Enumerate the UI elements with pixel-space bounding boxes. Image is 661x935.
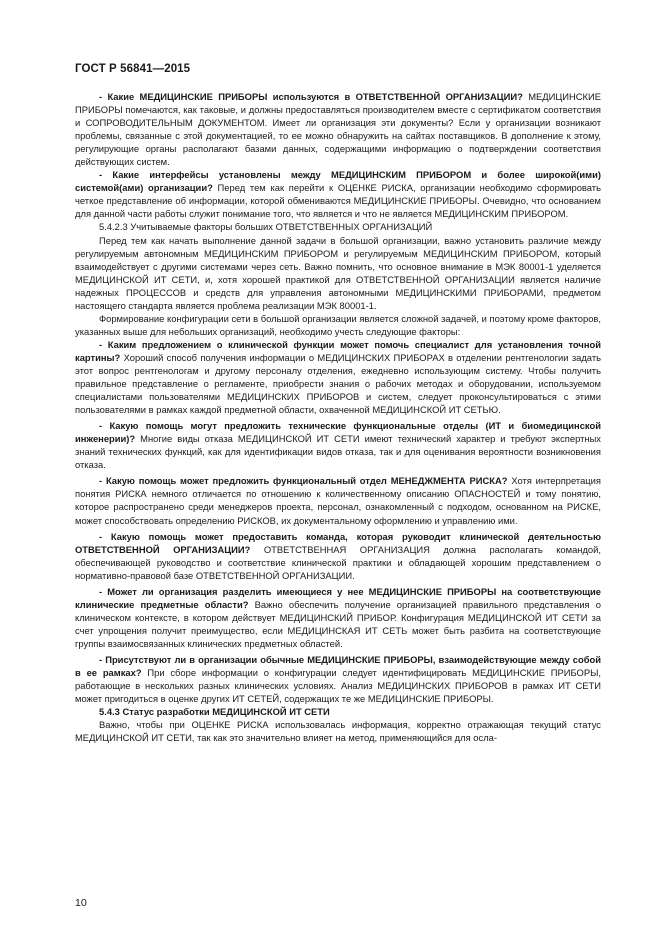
paragraph: Формирование конфигурации сети в большой организации является сложной задачей, и поэтому кроме факторов, указанных выше для небольших организаций, необходимо учесть следующие факторы: xyxy=(75,312,601,337)
paragraph: - Может ли организация разделить имеющиеся у нее МЕДИЦИНСКИЕ ПРИБОРЫ на соответствующие клинические предметные области? Важно обеспечить получение организацией правильного представления о клиническом контексте, в котором действует МЕДИЦИНСКИЙ ПРИБОР. Конфигурация МЕДИЦИНСКОЙ ИТ СЕТИ за счет упрощения получит преимущество, если МЕДИЦИНСКАЯ ИТ СЕТЬ может быть разбита на соответствующие группы взаимосвязанных клинических предметных областей. xyxy=(75,585,601,649)
page-title: ГОСТ Р 56841—2015 xyxy=(75,63,191,75)
paragraph: - Какие интерфейсы установлены между МЕДИЦИНСКИМ ПРИБОРОМ и более широкой(ими) системой(ами) организации? Перед тем как перейти к ОЦЕНКЕ РИСКА, организации необходимо сформировать четкое представление об информации, которой обмениваются МЕДИЦИНСКИЕ ПРИБОРЫ. Очевидно, что основанием для данной части работы служит понимание того, что является и что не является МЕДИЦИНСКИМ ПРИБОРОМ. xyxy=(75,169,601,220)
paragraph: - Какую помощь могут предложить технические функциональные отделы (ИТ и биомедицинской инженерии)? Многие виды отказа МЕДИЦИНСКОЙ ИТ СЕТИ имеют технический характер и требуют экспертных знаний технических функций, как для идентификации видов отказа, так и для оценивания вероятности возникновения отказа. xyxy=(75,420,601,471)
paragraph: - Какие МЕДИЦИНСКИЕ ПРИБОРЫ используются в ОТВЕТСТВЕННОЙ ОРГАНИЗАЦИИ? МЕДИЦИНСКИЕ ПРИБОРЫ помечаются, как таковые, и должны предоставляться производителем вместе с сертификатом соответствия и СОПРОВОДИТЕЛЬНЫМ ДОКУМЕНТОМ. Имеет ли организация эти документы? Если у организации возникают проблемы, связанные с этой документацией, то ее можно обнаружить на сайтах поставщиков. В дополнение к этому, регулирующие органы располагают базами данных, содержащими информацию о подтверждении соответствия действующих систем. xyxy=(75,91,602,168)
paragraph: - Какую помощь может предоставить команда, которая руководит клинической деятельностью ОТВЕТСТВЕННОЙ ОРГАНИЗАЦИИ? ОТВЕТСТВЕННАЯ ОРГАНИЗАЦИЯ должна располагать командой, обеспечивающей руководство и соответствие клинической практики и обладающей хорошим представлением о нормативно-правовой базе ОТВЕТСТВЕННОЙ ОРГАНИЗАЦИИ. xyxy=(75,530,601,581)
paragraph: - Какую помощь может предложить функциональный отдел МЕНЕДЖМЕНТА РИСКА? Хотя интерпретация понятия РИСКА немного отличается по отношению к количественному описанию ОПАСНОСТЕЙ и тому понятию, которое распространено среди менеджеров проекта, персонал, ознакомленный с подходом, основанном на РИСКЕ, может способствовать определению РИСКОВ, их документальному оформлению и управлению ими. xyxy=(75,475,601,526)
paragraph: Перед тем как начать выполнение данной задачи в большой организации, важно установить различие между регулируемым автономным МЕДИЦИНСКИМ ПРИБОРОМ и регулируемым МЕДИЦИНСКИМ ПРИБОРОМ, который взаимодействует с другими системами через сеть. Важно помнить, что основное внимание в МЭК 80001-1 уделяется МЕДИЦИНСКОЙ ИТ СЕТИ, и, хотя хорошей практикой для ОТВЕТСТВЕННОЙ ОРГАНИЗАЦИИ является наличие надежных ПРОЦЕССОВ и средств для управления автономными МЕДИЦИНСКИМИ ПРИБОРАМИ, предметом настоящего стандарта является проблема реализации МЭК 80001-1. xyxy=(75,234,601,311)
paragraph: - Присутствуют ли в организации обычные МЕДИЦИНСКИЕ ПРИБОРЫ, взаимодействующие между собой в ее рамках? При сборе информации о конфигурации следует идентифицировать МЕДИЦИНСКИЕ ПРИБОРЫ, работающие в нескольких разных клинических условиях. Анализ МЕДИЦИНСКИХ ПРИБОРОВ в рамках ИТ СЕТИ может пригодиться в оценке других ИТ СЕТЕЙ, содержащих те же МЕДИЦИНСКИЕ ПРИБОРЫ. xyxy=(75,653,601,705)
section-heading: 5.4.3 Статус разработки МЕДИЦИНСКОЙ ИТ СЕТИ xyxy=(99,706,330,718)
page-number: 10 xyxy=(75,897,87,909)
document-body xyxy=(75,90,601,744)
section-heading: 5.4.2.3 Учитываемые факторы больших ОТВЕТСТВЕННЫХ ОРГАНИЗАЦИЙ xyxy=(99,221,433,233)
paragraph: - Каким предложением о клинической функции может помочь специалист для установления точной картины? Хороший способ получения информации о МЕДИЦИНСКИХ ПРИБОРАХ в отделении рентгенологии задать этот вопрос рентгенологам и другому персоналу отделения, ежедневно использующим систему. Чтобы получить правильное представление о регламенте, приобрести знания о рабочих методах и оборудовании, используемом специалистами пользователями МЕДИЦИНСКИХ ПРИБОРОВ и систем, следует проконсультироваться с этими пользователями в рамках каждой предметной области, охваченной МЕДИЦИНСКОЙ ИТ СЕТЬЮ. xyxy=(75,338,601,416)
paragraph: Важно, чтобы при ОЦЕНКЕ РИСКА использовалась информация, корректно отражающая текущий статус МЕДИЦИНСКОЙ ИТ СЕТИ, так как это значительно влияет на метод, применяющийся для осла- xyxy=(75,719,601,744)
